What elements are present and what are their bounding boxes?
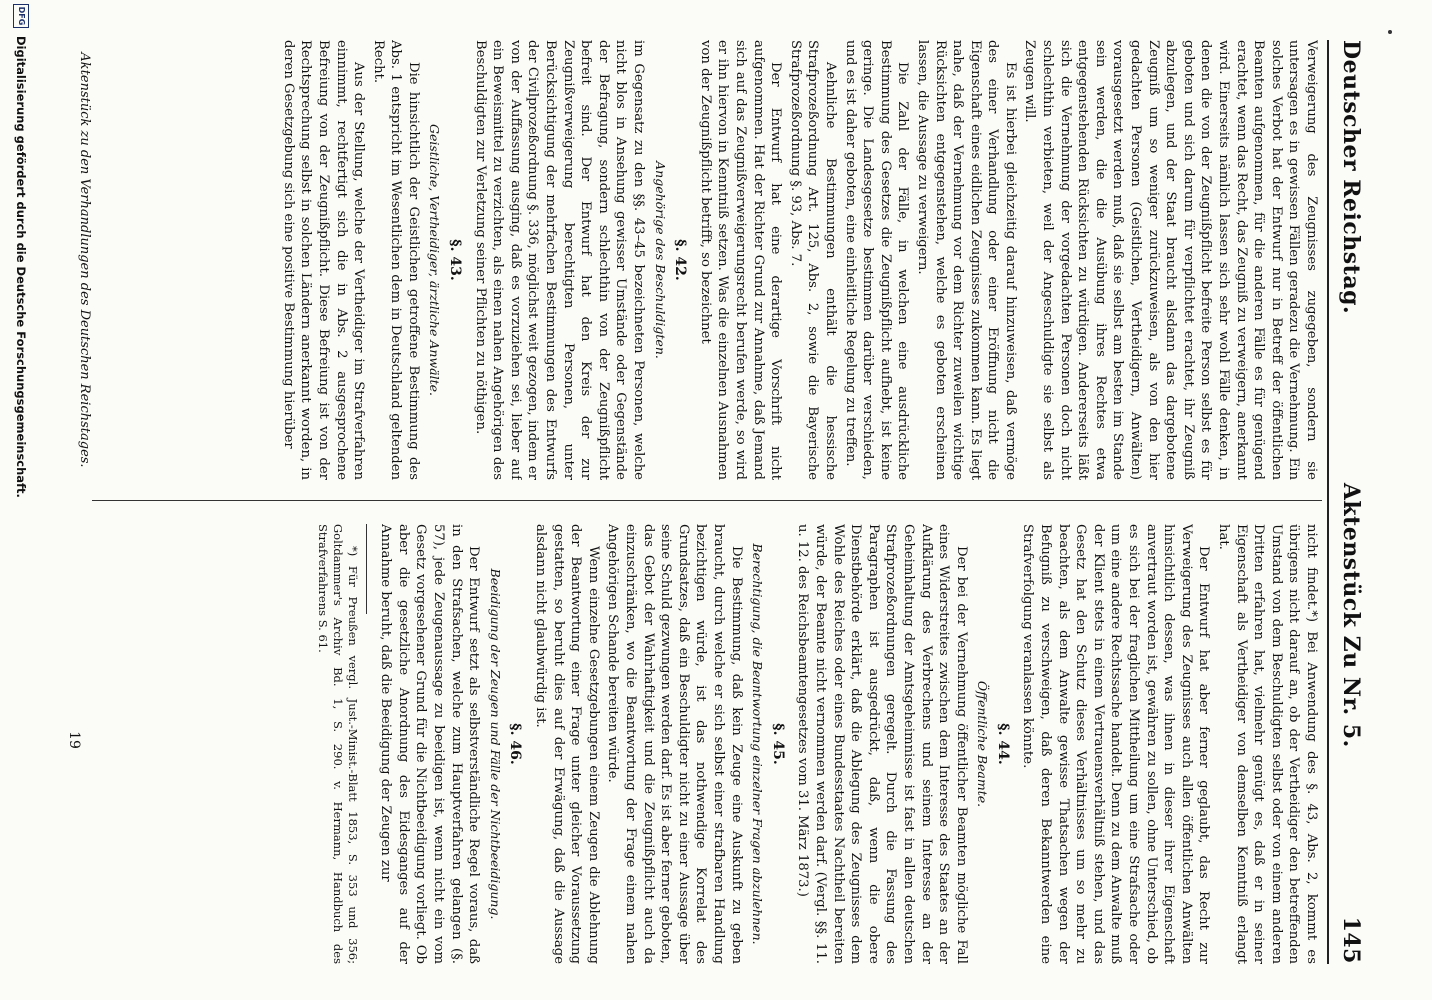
header-left: Deutscher Reichstag. [1338, 40, 1364, 315]
section-heading: §. 43. [447, 239, 464, 281]
header-page-number: 145 [1338, 916, 1364, 964]
paragraph: Der bei der Vernehmung öffentlicher Beamten mögliche Fall eines Widerstreites zwischen dem Interesse des Staates an der Aufklärung des Verbrechens und seinem Interesse an der Geheimhaltung der Amtsgeheimnisse ist fast in allen deutschen Strafprozeßordnungen geregelt. Durch die Fassung des Paragraphen ist ausgedrückt, daß, wenn die obere Dienstbehörde erklärt, daß die Ablegung des Zeugnisses dem Wohle des Reiches oder eines Bundesstaates Nachtheil bereiten würde, der Beamte nicht vernommen werden darf. (Vergl. §§. 11. u. 12. des Reichsbeamtengesetzes vom 31. März 1873.) [795, 524, 969, 964]
dfg-logo: DFG [13, 4, 29, 28]
paragraph: Der Entwurf hat eine derartige Vorschrift nicht aufgenommen. Hat der Richter Grund zur Annahme, daß Jemand sich auf das Zeugnißverweigerungsrecht berufen werde, so wird er ihn hiervon in Kenntniß setzen. Was die einzelnen Ausnahmen von der Zeugnißpflicht betrifft, so bezeichnet [697, 40, 784, 480]
section-subtitle: Öffentliche Beamte. [975, 680, 991, 808]
left-column [98, 40, 1320, 480]
paragraph: Aehnliche Bestimmungen enthält die hessische Strafprozeßordnung Art. 125, Abs. 2, sowie die Bayerische Strafprozeßordnung §. 93, Abs. 7. [787, 40, 838, 480]
sheet-number: 19 [66, 731, 82, 749]
page-header [1330, 40, 1372, 964]
header-center: Aktenstück Zu Nr. 5. [1338, 482, 1364, 748]
section-heading: §. 42. [672, 239, 689, 281]
section-subtitle: Geistliche, Vertheidiger, ärztliche Anwälte. [427, 124, 443, 396]
paragraph: Wenn einzelne Gesetzgebungen einem Zeugen die Ablehnung der Beantwortung einer Frage unter gleicher Voraussetzung gestatten, so beruht dies auf der Erwägung, daß die Aussage alsdann nicht glaubwürdig ist. [533, 524, 601, 964]
paragraph: Die Bestimmung, daß kein Zeuge eine Auskunft zu geben braucht, durch welche er sich selbst einer strafbaren Handlung bezichtigen würde, ist das nothwendige Korrelat des Grundsatzes, daß ein Beschuldigter nicht zu einer Aussage über seine Schuld gezwungen werden darf. Es ist aber ferner geboten, das Gebot der Wahrhaftigkeit und die Zeugnißpflicht auch da einzuschränken, wo die Beantwortung der Frage einem nahen Angehörigen Schande bereiten würde. [605, 524, 744, 964]
section-heading: §. 44. [994, 723, 1011, 765]
right-column [80, 524, 1320, 964]
section-subtitle: Berechtigung, die Beantwortung einzelner Fragen abzulehnen. [750, 543, 766, 945]
paragraph: nicht findet.*) Bei Anwendung des §. 43, Abs. 2, kommt es übrigens nicht darauf an, ob der Vertheidiger den betreffenden Umstand von dem Beschuldigten selbst oder von einem anderen Dritten erfahren hat, vielmehr genügt es, daß er in seiner Eigenschaft als Vertheidiger von demselben Kenntniß erlangt hat. [1216, 524, 1319, 964]
paragraph: Die Zahl der Fälle, in welchen eine ausdrückliche Bestimmung des Gesetzes die Zeugnißpflicht aufhebt, ist keine geringe. Die Landesgesetze bestimmen darüber verschieden, und es ist daher geboten, eine einheitliche Regelung zu treffen. [842, 40, 911, 480]
column-divider [92, 500, 1322, 501]
credit-text: Digitalisierung gefördert durch die Deutsche Forschungsgemeinschaft. [14, 36, 28, 498]
paragraph: Der Entwurf hat aber ferner geglaubt, das Recht zur Verweigerung des Zeugnisses auch allen öffentlichen Anwälten hinsichtlich dessen, was ihnen in dieser ihrer Eigenschaft anvertraut worden ist, gewähren zu sollen, ohne Unterschied, ob es sich bei der fraglichen Mittheilung um eine Strafsache oder um eine andere Rechtssache handelt. Denn zu dem Anwalte muß der Klient stets in einem Vertrauensverhältniß stehen, und das Gesetz hat den Schutz dieses Verhältnisses um so mehr zu beachten, als dem Anwalte gewisse Thatsachen wegen der Befugniß zu verschweigen, daß deren Bekanntwerden eine Strafverfolgung veranlassen könnte. [1020, 524, 1212, 964]
paragraph: Der Entwurf setzt als selbstverständliche Regel voraus, daß in den Strafsachen, welche zum Hauptverfahren gelangen (§. 57), jede Zeugenaussage zu beeidigen ist, wenn nicht ein vom Gesetz vorgesehener Grund für die Nichtbeeidigung vorliegt. Ob aber die gesetzliche Anordnung des Eidesganges auf der Annahme beruht, daß die Beeidigung der Zeugen zur [378, 524, 482, 964]
footnote-rule [366, 524, 367, 614]
section-heading: §. 46. [507, 723, 524, 765]
section-subtitle: Angehörige des Beschuldigten. [652, 161, 668, 359]
paragraph: Verweigerung des Zeugnisses zugegeben, sondern sie untersagen es in gewissen Fällen geradezu die Vernehmung. Ein solches Verbot hat der Entwurf nur in Betreff der öffentlichen Beamten aufgenommen, für die anderen Fälle es für genügend erachtet, wenn das Recht, das Zeugniß zu verweigern, anerkannt wird. Einerseits nämlich lassen sich sehr wohl Fälle denken, in denen die von der Zeugnißpflicht befreite Person selbst es für geboten und sich darum für verpflichtet erachtet, ihr Zeugniß abzulegen, und der Staat braucht alsdann das dargebotene Zeugniß um so weniger zurückzuweisen, als von den hier gedachten Personen (Geistlichen, Vertheidigern, Anwälten) vorausgesetzt werden muß, daß sie selbst am besten im Stande sein werden, die die Ausübung ihres Rechtes etwa entgegenstehenden Rücksichten zu würdigen. Andererseits läßt sich die Vernehmung der vorgedachten Personen doch nicht schlechthin verbieten, weil der Angeschuldigte sie selbst als Zeugen will. [1022, 40, 1319, 480]
paragraph: Aus der Stellung, welche der Vertheidiger im Strafverfahren einnimmt, rechtfertigt sich die in Abs. 2 ausgesprochene Befreiung von der Zeugnißpflicht. Diese Befreiung ist von der Rechtsprechung selbst in solchen Ländern anerkannt worden, in deren Gesetzgebung sich eine positive Bestimmung hierüber [280, 40, 367, 480]
page-footer: Aktenstück zu den Verhandlungen des Deutschen Reichstages. [77, 52, 92, 468]
header-rule [1327, 40, 1329, 964]
paragraph: im Gegensatz zu den §§. 43–45 bezeichneten Personen, welche nicht blos in Ansehung gewisser Umstände oder Gegenstände der Befragung, sondern schlechthin von der Zeugnißpflicht befreit sind. Der Entwurf hat den Kreis der zur Zeugnißverweigerung berechtigten Personen, unter Berücksichtigung der mehrfachen Bestimmungen des Entwurfs der Civilprozeßordnung §. 336, möglichst weit gezogen, indem er von der Auffassung ausging, daß es vorzuziehen sei, lieber auf ein Beweismittel zu verzichten, als einen nahen Angehörigen des Beschuldigten zur Verletzung seiner Pflichten zu nöthigen. [472, 40, 647, 480]
scan-speck [1388, 30, 1392, 34]
section-subtitle: Beeidigung der Zeugen und Fälle der Nichtbeeidigung. [487, 568, 503, 920]
paragraph: Die hinsichtlich der Geistlichen getroffene Bestimmung des Abs. 1 entspricht im Wesentlichen dem in Deutschland geltenden Recht. [370, 40, 421, 480]
paragraph: Es ist hierbei gleichzeitig darauf hinzuweisen, daß vermöge des einer Verhandlung oder einer Eröffnung nicht die Eigenschaft eines eidlichen Zeugnisses zukommen kann. Es liegt nahe, daß der Vernehmung vor dem Richter zuweilen wichtige Rücksichten entgegenstehen, welche es geboten erscheinen lassen, die Aussage zu verweigern. [914, 40, 1018, 480]
section-heading: §. 45. [769, 723, 786, 765]
digitization-credit [10, 0, 32, 1004]
footnote: *) Für Preußen vergl. Just.-Minist.-Blatt 1853, S. 353 und 356; Goltdammer's Archiv Bd. 1, S. 290. v. Hermann, Handbuch des Strafverfahrens S. 61. [315, 524, 360, 964]
